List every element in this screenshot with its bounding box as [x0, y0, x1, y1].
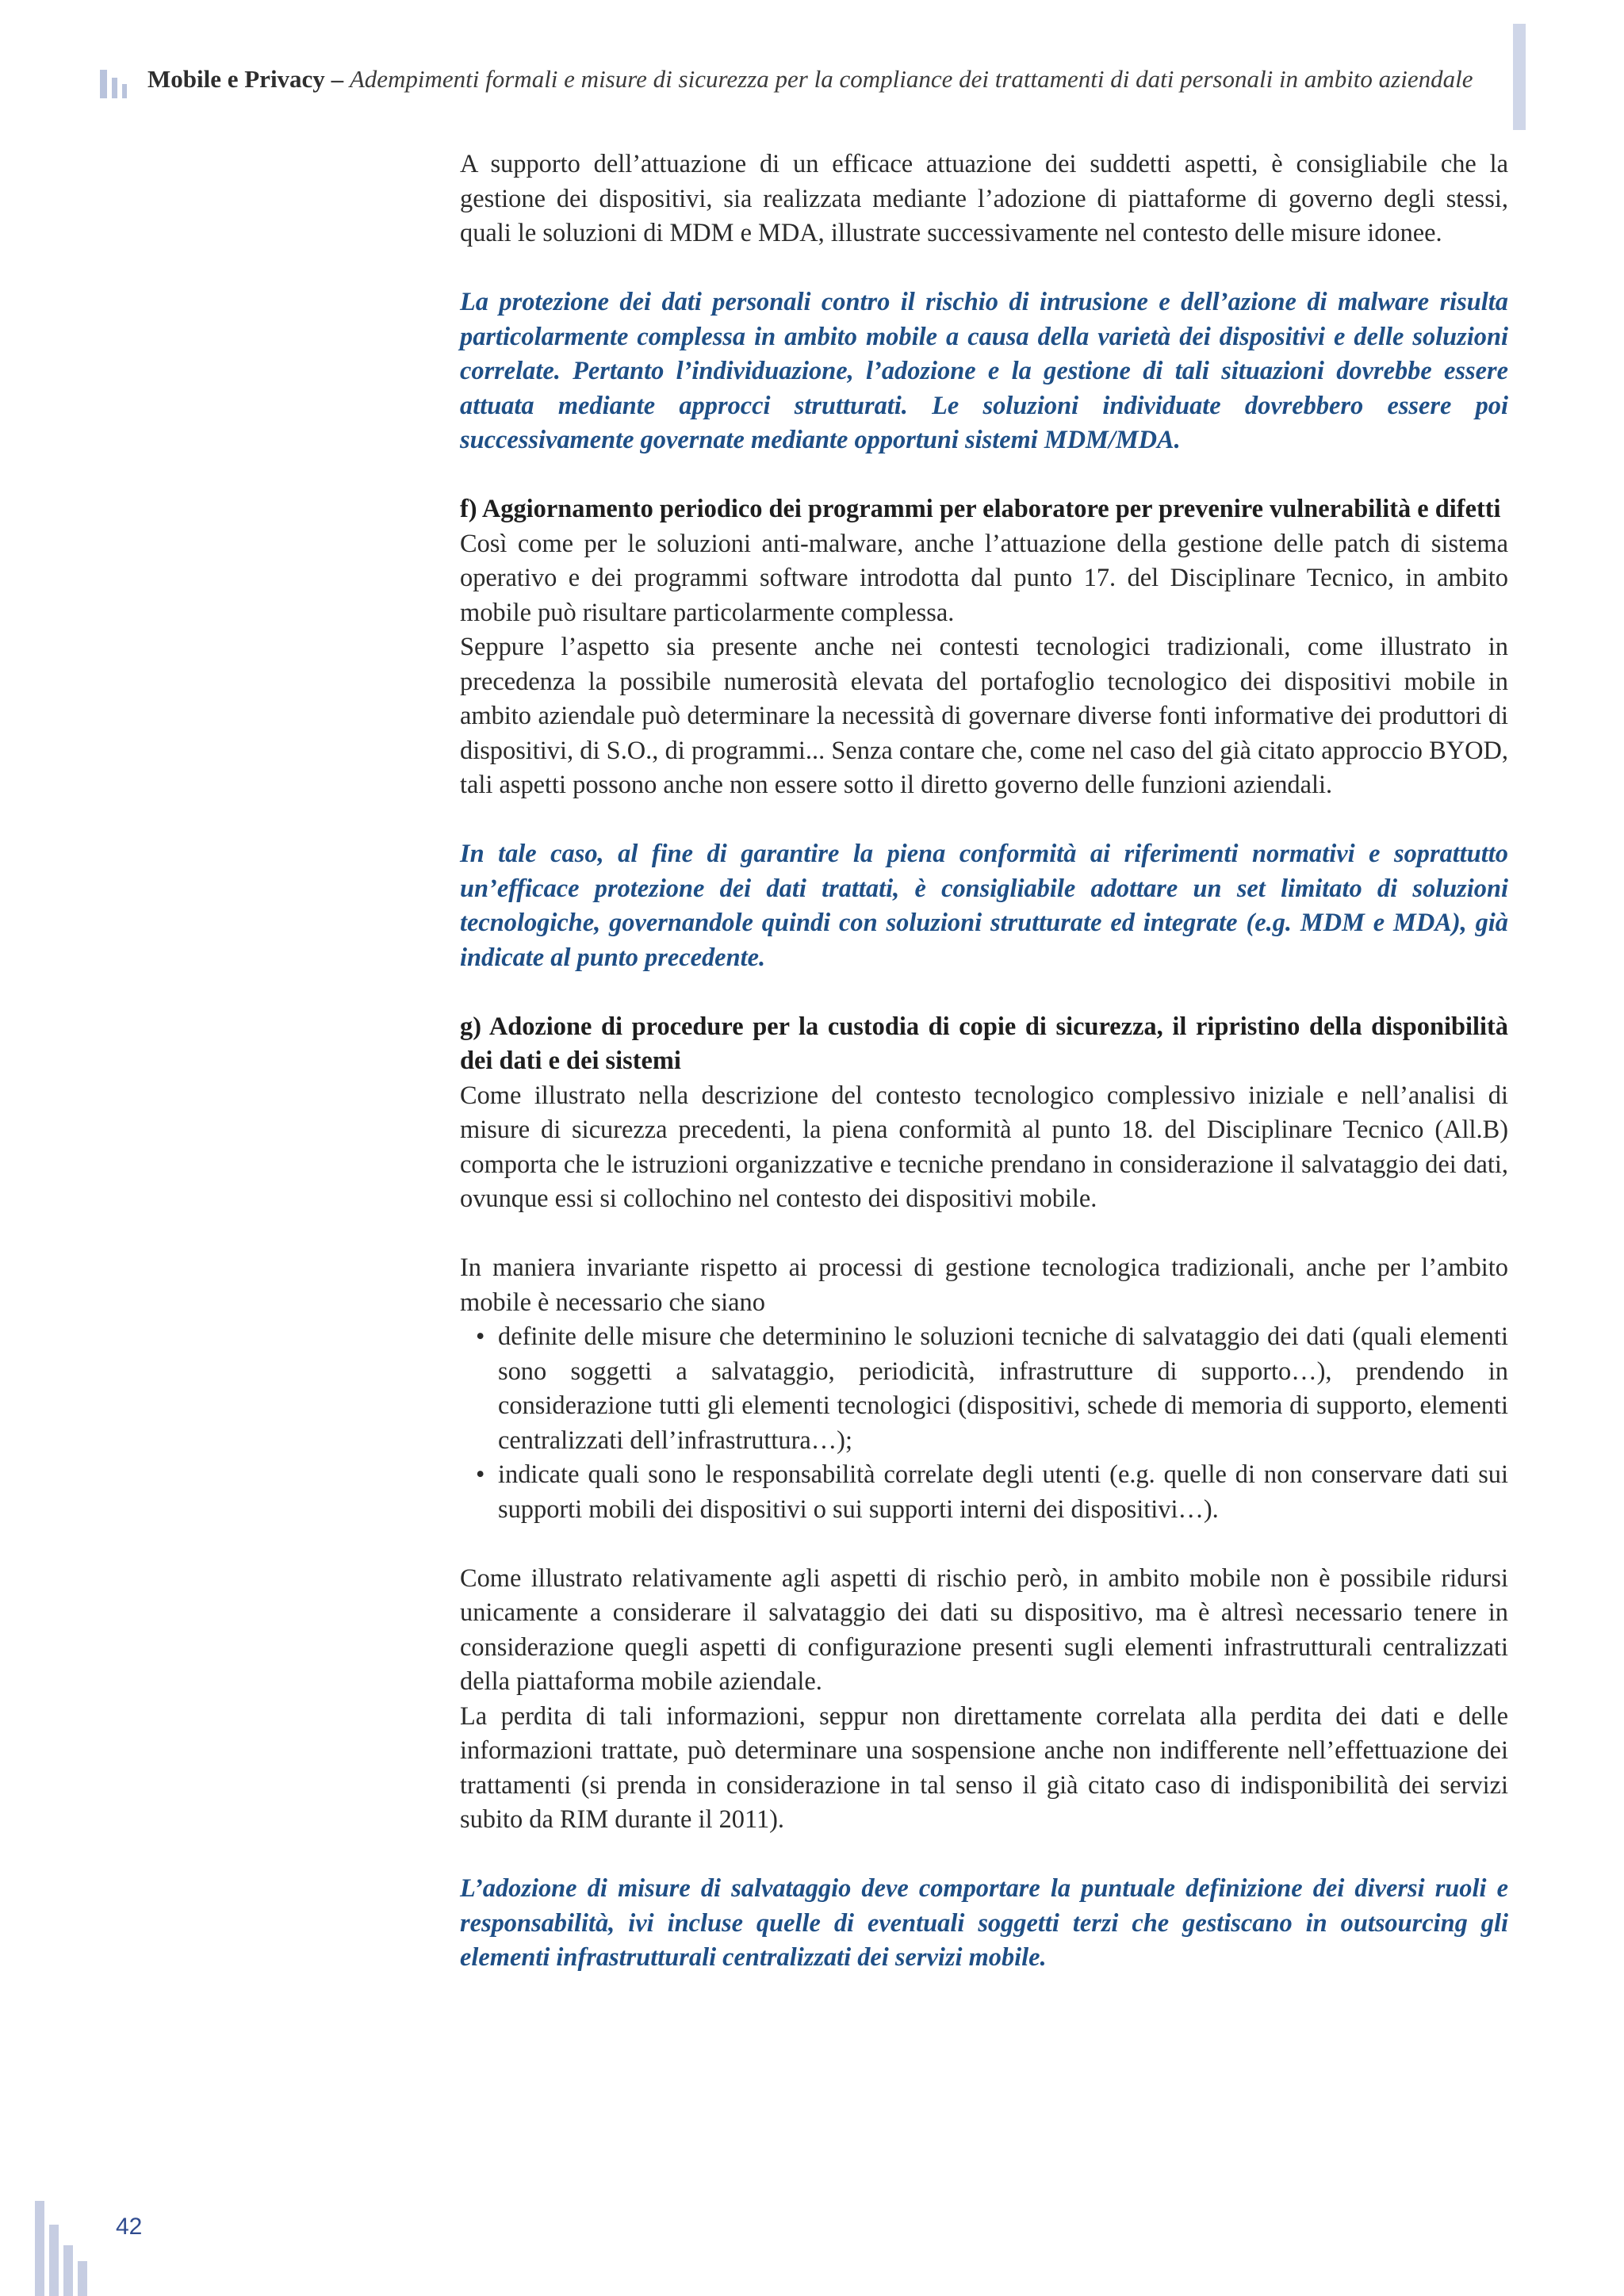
section-heading-f: f) Aggiornamento periodico dei programmi per elaboratore per prevenire vulnerabilità e difetti [460, 495, 1501, 523]
paragraph: Così come per le soluzioni anti-malware, anche l’attuazione della gestione delle patch di sistema operativo e dei programmi software introdotta dal punto 17. del Disciplinare Tecnico, in ambito mobile può risultare particolarmente complessa. [460, 529, 1508, 627]
list-item: • indicate quali sono le responsabilità correlate degli utenti (e.g. quelle di non conservare dati sui supporti mobili dei dispositivi o sui supporti interni dei dispositivi…). [460, 1458, 1508, 1527]
running-header [147, 62, 1496, 97]
header-series-title: Mobile e Privacy [147, 65, 325, 93]
paragraph: Come illustrato nella descrizione del contesto tecnologico complessivo iniziale e nell’analisi di misure di sicurezza precedenti, la piena conformità al punto 18. del Disciplinare Tecnico (All.B) comporta che le istruzioni organizzative e tecniche prendano in considerazione il salvataggio dei dati, ovunque essi si collochino nel contesto dei dispositivi mobile. [460, 1081, 1508, 1213]
section-heading-g: g) Adozione di procedure per la custodia di copie di sicurezza, il ripristino della disponibilità dei dati e dei sistemi [460, 1012, 1508, 1075]
main-text-column [460, 147, 1508, 1976]
header-subtitle: Adempimenti formali e misure di sicurezza per la compliance dei trattamenti di dati personali in ambito aziendale [349, 65, 1473, 93]
paragraph: In maniera invariante rispetto ai processi di gestione tecnologica tradizionali, anche per l’ambito mobile è necessario che siano [460, 1253, 1508, 1317]
paragraph: Seppure l’aspetto sia presente anche nei contesti tecnologici tradizionali, come illustrato in precedenza la possibile numerosità elevata del portafoglio tecnologico dei dispositivi mobile in ambito aziendale può determinare la necessità di governare diverse fonti informative dei produttori di dispositivi, di S.O., di programmi... Senza contare che, come nel caso del già citato approccio BYOD, tali aspetti possono anche non essere sotto il diretto governo delle funzioni aziendali. [460, 633, 1508, 799]
bullet-list [460, 1320, 1508, 1527]
header-dash: – [331, 65, 344, 93]
page-number: 42 [116, 2214, 143, 2240]
highlight-paragraph: La protezione dei dati personali contro il rischio di intrusione e dell’azione di malware risulta particolarmente complessa in ambito mobile a causa della varietà dei dispositivi e delle soluzioni correlate. Pertanto l’individuazione, l’adozione e la gestione di tali situazioni dovrebbe essere attuata mediante approcci strutturati. Le soluzioni individuate dovrebbero essere poi successivamente governate mediante opportuni sistemi MDM/MDA. [460, 288, 1508, 454]
highlight-paragraph: In tale caso, al fine di garantire la piena conformità ai riferimenti normativi e soprattutto un’efficace protezione dei dati trattati, è consigliabile adottare un set limitato di soluzioni tecnologiche, governandole quindi con soluzioni strutturate ed integrate (e.g. MDM e MDA), già indicate al punto precedente. [460, 840, 1508, 972]
list-item: • definite delle misure che determinino le soluzioni tecniche di salvataggio dei dati (quali elementi sono soggetti a salvataggio, periodicità, infrastrutture di supporto…), prendendo in considerazione tutti gli elementi tecnologici (dispositivi, schede di memoria di supporto, elementi centralizzati dell’infrastruttura…); [460, 1320, 1508, 1458]
highlight-paragraph: L’adozione di misure di salvataggio deve comportare la puntuale definizione dei diversi ruoli e responsabilità, ivi incluse quelle di eventuali soggetti terzi che gestiscano in outsourcing gli elementi infrastrutturali centralizzati dei servizi mobile. [460, 1874, 1508, 1972]
header-right-bar [1513, 24, 1526, 130]
paragraph: Come illustrato relativamente agli aspetti di rischio però, in ambito mobile non è possibile ridursi unicamente a considerare il salvataggio dei dati su dispositivo, ma è altresì necessario tenere in considerazione quegli aspetti di configurazione presenti sugli elementi infrastrutturali centralizzati della piattaforma mobile aziendale. [460, 1563, 1508, 1696]
paragraph: A supporto dell’attuazione di un efficace attuazione dei suddetti aspetti, è consigliabile che la gestione dei dispositivi, sia realizzata mediante l’adozione di piattaforme di governo degli stessi, quali le soluzioni di MDM e MDA, illustrate successivamente nel contesto delle misure idonee. [460, 150, 1508, 247]
paragraph: La perdita di tali informazioni, seppur non direttamente correlata alla perdita dei dati e delle informazioni trattate, può determinare una sospensione anche non indifferente nell’effettuazione dei trattamenti (si prenda in considerazione in tal senso il già citato caso di indisponibilità dei servizi subito da RIM durante il 2011). [460, 1701, 1508, 1834]
